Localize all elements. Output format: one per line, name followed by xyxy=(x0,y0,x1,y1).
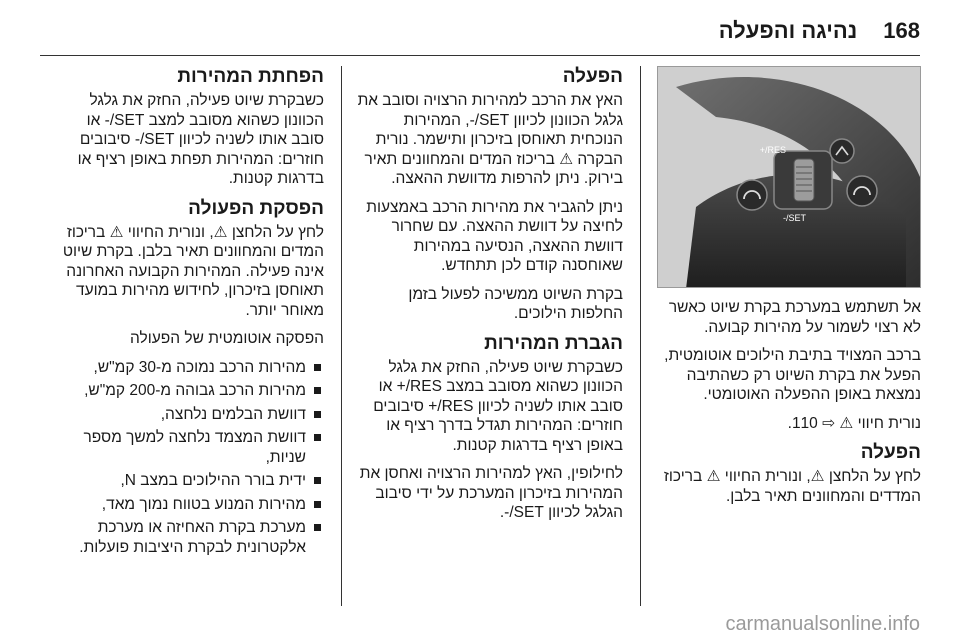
list-item: מהירות הרכב נמוכה מ-30 קמ"ש, xyxy=(54,358,324,378)
paragraph: אל תשתמש במערכת בקרת שיוט כאשר לא רצוי לשמור על מהירות קבועה. xyxy=(668,299,921,336)
page-header xyxy=(40,14,920,56)
paragraph: לחילופין, האץ למהירות הרצויה ואחסן את המהירות בזיכרון המערכת על ידי סיבוב הגלגל לכיוון SET/-. xyxy=(359,465,623,521)
paragraph: בקרת השיוט ממשיכה לפעול בזמן החלפות הילוכים. xyxy=(408,285,623,322)
watermark-text: carmanualsonline.info xyxy=(725,613,920,635)
indicator-reference: נורית חיווי ⚠ ⇨ 110. xyxy=(787,414,921,432)
heading-deactivate: הפסקת הפעולה xyxy=(188,197,324,219)
cruise-off-button xyxy=(737,180,767,210)
list-item: ידית בורר ההילוכים במצב N, xyxy=(54,471,324,491)
paragraph: כשבקרת שיוט פעילה, החזק את גלגל הכוונון כשהוא מסובב במצב RES/+ או סובב אותו לשניה לכיוון RES/+ סיבובים חוזרים: המהירות תגדל בדרך רציף או באופן רציף בדרגות קטנות. xyxy=(373,358,623,454)
limiter-button xyxy=(830,139,854,163)
column-divider xyxy=(640,66,641,606)
cruise-on-button xyxy=(847,176,877,206)
paragraph: האץ את הרכב למהירות הרצויה וסובב את גלגל הכוונון לכיוון SET/-, המהירות הנוכחית תאוחסן בזיכרון ותישמר. נורית הבקרה ⚠ בריכוז המדים והמחוונים תאיר בירוק. ניתן להרפות מדוושת ההאצה. xyxy=(357,92,623,187)
subheading-auto-deactivation: הפסקה אוטומטית של הפעולה xyxy=(130,330,324,347)
paragraph: ברכב המצויד בתיבת הילוכים אוטומטית, הפעל את בקרת השיוט רק כשהתיבה נמצאת באופן ההפעלה האוטומטי. xyxy=(664,347,921,403)
list-item: דוושת המצמד נלחצה למשך מספר שניות, xyxy=(54,428,324,467)
paragraph: לחץ על הלחצן ⚠, ונורית החיווי ⚠ בריכוז המדדים והמחוונים תאיר בלבן. xyxy=(663,468,921,505)
heading-activation: הפעלה xyxy=(562,66,623,87)
list-item: מהירות המנוע בטווח נמוך מאד, xyxy=(54,495,324,515)
list-item: מהירות הרכב גבוהה מ-200 קמ"ש, xyxy=(54,381,324,401)
heading-activation: הפעלה xyxy=(860,442,921,463)
page-number: 168 xyxy=(883,18,920,43)
steering-wheel-illustration xyxy=(657,66,921,288)
column-left xyxy=(54,66,324,561)
section-title: נהיגה והפעלה xyxy=(718,18,858,43)
res-label: RES/+ xyxy=(759,145,786,155)
column-divider xyxy=(341,66,342,606)
steering-wheel-drawing xyxy=(657,67,920,288)
paragraph: ניתן להגביר את מהירות הרכב באמצעות לחיצה על דוושת ההאצה. עם שחרור דוושת ההאצה, הנסיעה במהירות שאוחסנה קודם לכן תתחדש. xyxy=(366,198,623,274)
heading-increase-speed: הגברת המהירות xyxy=(484,332,623,354)
set-label: SET/- xyxy=(782,213,806,223)
list-item: דוושת הבלמים נלחצה, xyxy=(54,405,324,425)
paragraph: כשבקרת שיוט פעילה, החזק את גלגל הכוונון כשהוא מסובב למצב SET/- או סובב אותו לשניה לכיוון SET/- סיבובים חוזרים: המהירות תפחת באופן רציף או בדרגות קטנות. xyxy=(77,92,324,187)
column-middle xyxy=(356,66,623,532)
paragraph: לחץ על הלחצן ⚠, ונורית החיווי ⚠ בריכוז המדים והמחוונים תאיר בלבן. בקרת שיוט אינה פעילה. המהירות הקבועה האחרונה תאוחסן בזיכרון, לחידוש מהירות במועד מאוחר יותר. xyxy=(62,223,324,319)
heading-decrease-speed: הפחתת המהירות xyxy=(177,66,324,87)
list-item: מערכת בקרת האחיזה או מערכת אלקטרונית לבקרת היציבות פועלות. xyxy=(54,518,324,557)
deactivation-conditions-list xyxy=(54,358,324,558)
column-right xyxy=(657,66,921,515)
